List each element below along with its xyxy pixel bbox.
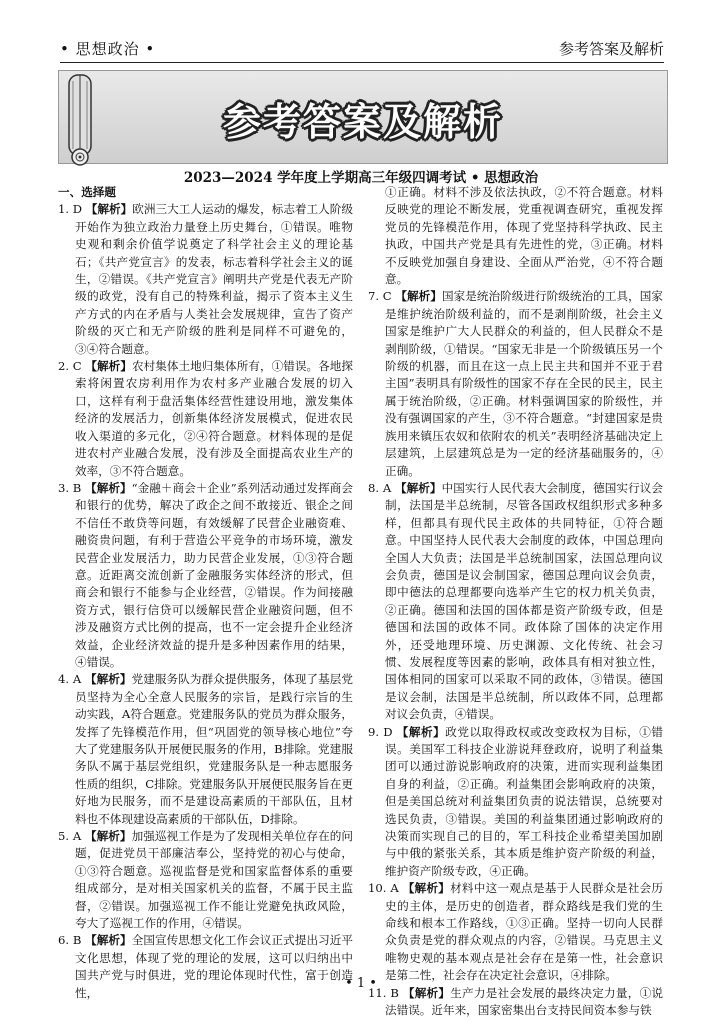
answer-text: 生产力是社会发展的最终决定力量，①说法错误。近年来，国家密集出台支持民间资本参与铁: [385, 985, 663, 1018]
answer-letter: B: [72, 480, 82, 495]
answer-text: 全国宣传思想文化工作会议正式提出习近平文化思想，体现了党的理论的发展，这可以归纳出中国共产党与时俱进，党的理论体现时代性，富于创造性，: [75, 933, 353, 1000]
title-banner: [58, 70, 668, 164]
answer-tag: 【解析】: [85, 933, 132, 948]
answer-tag: 【解析】: [394, 480, 442, 495]
answer-item: [368, 880, 663, 984]
answer-letter: C: [382, 289, 392, 304]
answer-item: [368, 724, 663, 881]
answer-num: 9.: [368, 724, 380, 739]
answer-letter: A: [72, 829, 82, 844]
right-column: [368, 184, 663, 1020]
answer-tag: 【解析】: [396, 724, 446, 739]
answer-num: 8.: [368, 480, 380, 495]
left-column: [58, 184, 353, 1002]
answer-list-right: [368, 184, 663, 1020]
answer-text: ①正确。材料不涉及依法执政，②不符合题意。材料反映党的理论不断发展，党重视调查研究，重视发挥党员的先锋模范作用，体现了党坚持科学执政、民主执政，中国共产党是具有先进性的党，③正确。材料不反映党加强自身建设、全面从严治党，④不符合题意。: [385, 185, 663, 287]
answer-tag: 【解析】: [85, 202, 133, 217]
answer-list-left: [58, 201, 353, 1002]
answer-text: 欧洲三大工人运动的爆发，标志着工人阶级开始作为独立政治力量登上历史舞台，①错误。唯物史观和剩余价值学说奠定了科学社会主义的理论基石；《共产党宣言》的发表，标志着科学社会主义的诞生，②错误。《共产党宣言》阐明共产党是代表无产阶级的政党，没有自己的特殊利益，揭示了资本主义生产方式的内在矛盾与人类社会发展规律，宣告了资产阶级的灭亡和无产阶级的胜利是同样不可避免的，③④符合题意。: [75, 202, 353, 356]
answer-text: “金融＋商会＋企业”系列活动通过发挥商会和银行的优势，解决了政企之间不敢接近、银企之间不信任不敢贷等问题，有效缓解了民营企业融资难、融资贵问题，有利于营造公平竞争的市场环境，激发民营企业发展活力，助力民营企业发展，①③符合题意。近距离交流创新了金融服务实体经济的形式，但商会和银行不能参与企业经营，②错误。作为间接融资方式，银行信贷可以缓解民营企业融资问题，但不涉及融资方式比例的提高，也不一定会提升企业经济效益，企业经济效益的提升是多种因素作用的结果，④错误。: [75, 480, 353, 669]
header-section-title: 参考答案及解析: [558, 40, 664, 58]
answer-item: [58, 671, 353, 828]
answer-item: [368, 480, 663, 724]
answer-num: 7.: [368, 289, 380, 304]
answer-item: [58, 358, 353, 480]
answer-tag: 【解析】: [85, 480, 132, 495]
answer-num: 11.: [368, 985, 387, 1000]
banner-title: 参考答案及解析: [222, 100, 503, 144]
answer-tag: 【解析】: [402, 881, 451, 896]
answer-num: 6.: [58, 933, 70, 948]
answer-letter: C: [72, 359, 82, 374]
section-heading: 一、选择题: [58, 185, 116, 199]
answer-item: [58, 480, 353, 671]
answer-text: 政党以取得政权或改变政权为目标，①错误。美国军工科技企业游说拜登政府，说明了利益集团可以通过游说影响政府的决策，进而实现利益集团自身的利益，②正确。利益集团会影响政府的决策，但是美国总统对利益集团负责的说法错误，总统要对选民负责，③错误。美国的利益集团通过影响政府的决策而实现自己的目的，军工科技企业希望美国加剧与中俄的紧张关系，其本质是维护资产阶级的利益，维护资产阶级专政，④正确。: [385, 724, 663, 878]
answer-tag: 【解析】: [84, 672, 132, 687]
answer-letter: D: [383, 724, 393, 739]
answer-num: 1.: [58, 202, 70, 217]
answer-text: 党建服务队为群众提供服务，体现了基层党员坚持为全心全意人民服务的宗旨，是践行宗旨的生动实践，A符合题意。党建服务队的党员为群众服务，发挥了先锋模范作用，但“巩固党的领导核心地位”夸大了党建服务队开展便民服务的作用，B排除。党建服务队不属于基层党组织，党建服务队是一种志愿服务性质的组织，C排除。党建服务队开展便民服务旨在更好地为民服务，而不是建设高素质的干部队伍，且材料也不体现建设高素质的干部队伍，D排除。: [75, 672, 353, 826]
answer-num: 2.: [58, 359, 70, 374]
answer-item: [58, 201, 353, 358]
answer-tag: 【解析】: [395, 289, 442, 304]
answer-text: 加强巡视工作是为了发现相关单位存在的问题，促进党员干部廉洁奉公，坚持党的初心与使命，①③符合题意。巡视监督是党和国家监督体系的重要组成部分，是对相关国家机关的监督，不属于民主监督，②错误。加强巡视工作不能让党避免执政风险，夸大了巡视工作的作用，④错误。: [75, 829, 353, 931]
answer-text: 农村集体土地归集体所有，①错误。各地探索将闲置农房利用作为农村多产业融合发展的切入口，这样有利于盘活集体经营性建设用地，激发集体经济的发展活力，创新集体经济发展模式，促进农民收入渠道的多元化，②④符合题意。材料体现的是促进农村产业融合发展，没有涉及全面提高农业生产的效率，③不符合题意。: [75, 359, 353, 478]
answer-text: 材料中这一观点是基于人民群众是社会历史的主体，是历史的创造者，群众路线是我们党的生命线和根本工作路线，①③正确。坚持一切向人民群众负责是党的群众观点的内容，②错误。马克思主义唯物史观的基本观点是社会存在是第一性，社会意识是第二性，社会存在决定社会意识，④排除。: [385, 881, 663, 983]
answer-letter: A: [382, 480, 392, 495]
answer-letter: B: [72, 933, 82, 948]
answer-letter: A: [390, 881, 399, 896]
answer-letter: D: [72, 202, 83, 217]
page-number: • 1 •: [345, 976, 377, 991]
answer-letter: A: [72, 672, 82, 687]
answer-item: [368, 288, 663, 479]
answer-item: [58, 932, 353, 1002]
answer-tag: 【解析】: [85, 359, 132, 374]
answer-text: 中国实行人民代表大会制度，德国实行议会制，法国是半总统制，尽管各国政权组织形式多种多样，但都具有现代民主政体的共同特征，①符合题意。中国坚持人民代表大会制度的政体，中国总理向全国人大负责；法国是半总统制国家，法国总理向议会负责，德国是议会制国家，德国总理向议会负责，即中德法的总理都要向选举产生它的权力机关负责，②正确。德国和法国的国体都是资产阶级专政，但是德国和法国的政体不同。政体除了国体的决定作用外，还受地理环境、历史渊源、文化传统、社会习惯、发展程度等因素的影响，政体具有相对独立性，国体相同的国家可以采取不同的政体，③错误。德国是议会制，法国是半总统制，所以政体不同，总理都对议会负责，④错误。: [385, 480, 663, 722]
answer-num: 5.: [58, 829, 70, 844]
answer-tag: 【解析】: [84, 829, 132, 844]
header-divider: [60, 62, 664, 63]
exam-title: 2023—2024 学年度上学期高三年级四调考试 • 思想政治: [183, 170, 539, 186]
answer-text: 国家是统治阶级进行阶级统治的工具，国家是维护统治阶级利益的，而不是剥削阶级，社会主义国家是维护广大人民群众的利益的，但人民群众不是剥削阶级，①错误。“国家无非是一个阶级镇压另一个阶级的机器，而且在这一点上民主共和国并不亚于君主国”表明具有阶级性的国家不存在全民的民主，民主属于统治阶级，②正确。材料强调国家的阶级性，并没有强调国家的产生，③不符合题意。“封建国家是贵族用来镇压农奴和依附农的机关”表明经济基础决定上层建筑，上层建筑总是为一定的经济基础服务的，④正确。: [385, 289, 663, 478]
answer-num: 10.: [368, 881, 387, 896]
answer-num: 3.: [58, 480, 70, 495]
answer-num: 4.: [58, 672, 70, 687]
answer-tag: 【解析】: [402, 985, 451, 1000]
answer-item: [368, 184, 663, 288]
answer-item: [58, 828, 353, 932]
answer-letter: B: [390, 985, 399, 1000]
header-subject: • 思想政治 •: [60, 40, 156, 58]
